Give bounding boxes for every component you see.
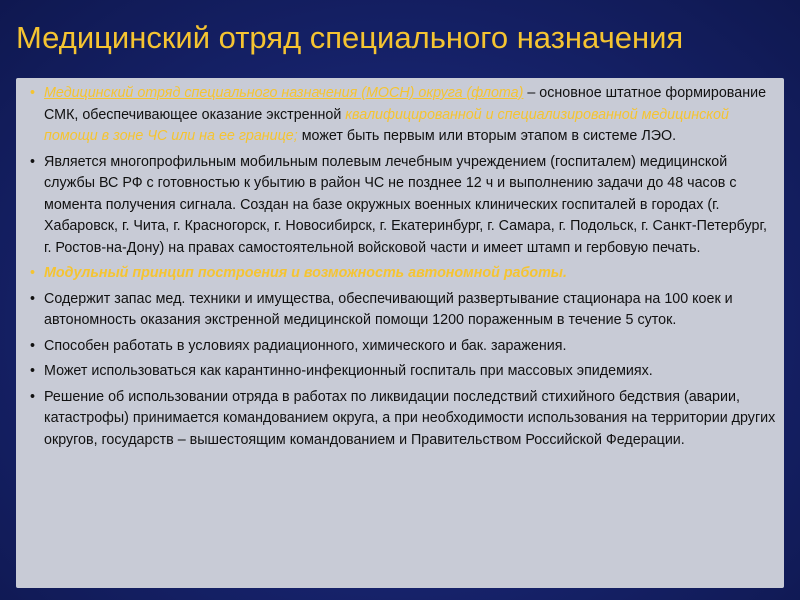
bullet-text: может быть первым или вторым этапом в системе ЛЭО.	[297, 128, 677, 144]
bullet-list	[28, 83, 776, 451]
mosn-term: Медицинский отряд специального назначения (МОСН) округа (флота)	[44, 85, 524, 101]
modular-principle-highlight: Модульный принцип построения и возможность автономной работы.	[44, 265, 567, 281]
bullet-item-hospital-description: • Является многопрофильным мобильным полевым лечебным учреждением (госпиталем) медицинской службы ВС РФ с готовностью к убытию в район ЧС не позднее 12 ч и выполнению задачи до 48 часов с момента получения сигнала. Создан на базе окружных военных клинических госпиталей в городах (г. Хабаровск, г. Чита, г. Красногорск, г. Новосибирск, г. Екатеринбург, г. Самара, г. Подольск, г. Санкт-Петербург, г. Ростов-на-Дону) на правах самостоятельной войсковой части и имеет штамп и гербовую печать.	[28, 152, 776, 260]
bullet-item-decision: • Решение об использовании отряда в работах по ликвидации последствий стихийного бедствия (аварии, катастрофы) принимается командованием округа, а при необходимости использования на территории других округов, государств – вышестоящим командованием и Правительством Российской Федерации.	[28, 387, 776, 452]
bullet-item-supplies: • Содержит запас мед. техники и имущества, обеспечивающий развертывание стационара на 100 коек и автономность оказания экстренной медицинской помощи 1200 пораженным в течение 5 суток.	[28, 289, 776, 332]
bullet-item-modular-principle	[28, 263, 776, 285]
bullet-item-quarantine: • Может использоваться как карантинно-инфекционный госпиталь при массовых эпидемиях.	[28, 361, 776, 383]
slide-title: Медицинский отряд специального назначения	[16, 20, 684, 55]
care-type-highlight: квалифицированной и специализированной медицинской помощи в зоне ЧС или на ее границе;	[44, 106, 729, 144]
bullet-text: – основное штатное формирование СМК, обеспечивающее оказание экстренной	[44, 85, 767, 123]
bullet-item-contamination: • Способен работать в условиях радиационного, химического и бак. заражения.	[28, 336, 776, 358]
bullet-item-mosn-definition	[28, 83, 776, 148]
content-panel	[16, 78, 784, 588]
